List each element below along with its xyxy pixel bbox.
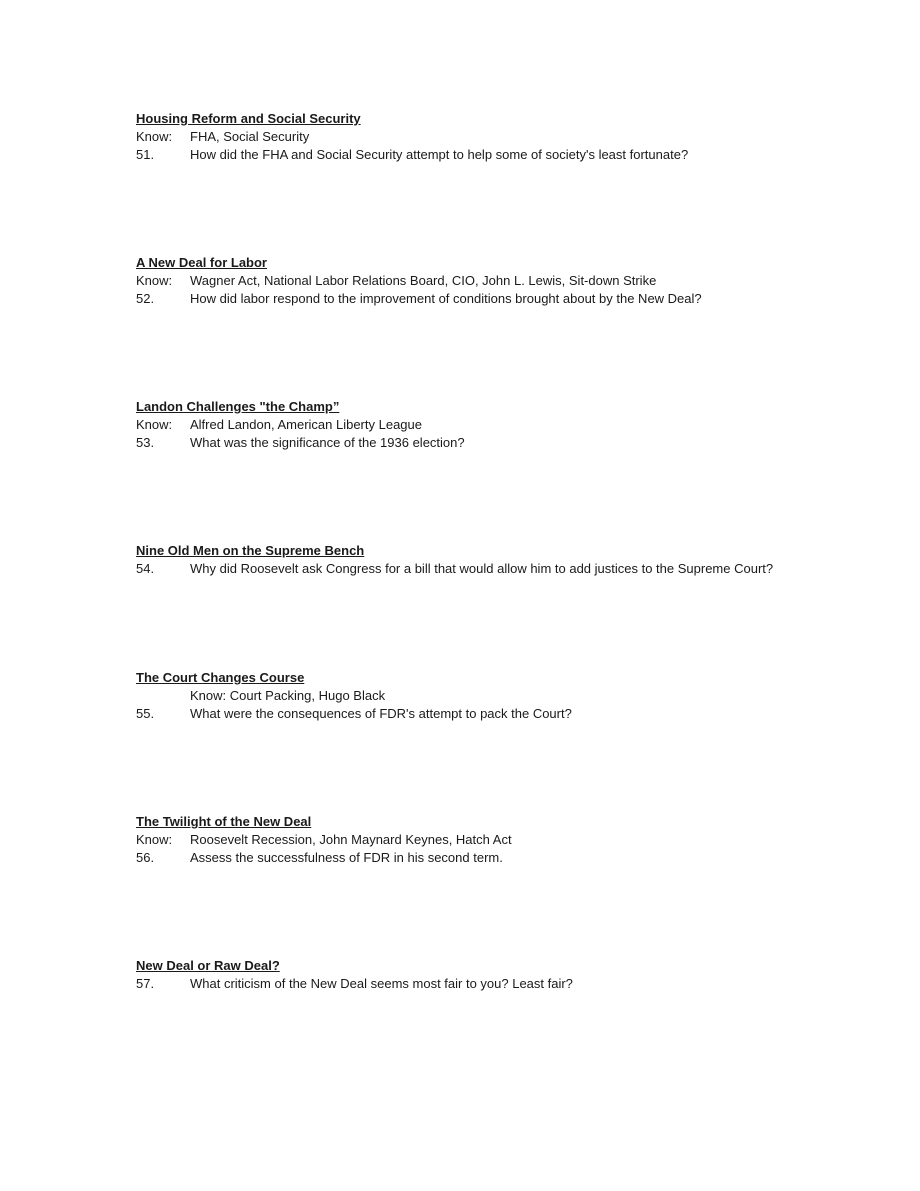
- section-housing-reform: [136, 110, 836, 164]
- know-terms: Roosevelt Recession, John Maynard Keynes, Hatch Act: [190, 832, 512, 847]
- question-line: [136, 560, 836, 578]
- question-number: 56.: [136, 850, 155, 865]
- question-number: 54.: [136, 561, 155, 576]
- know-line: [136, 128, 836, 146]
- question-text: Why did Roosevelt ask Congress for a bill that would allow him to add justices to the Supreme Court?: [190, 561, 774, 576]
- know-line: [136, 416, 836, 434]
- question-text: How did the FHA and Social Security attempt to help some of society's least fortunate?: [190, 147, 689, 162]
- section-nine-old-men: [136, 542, 836, 578]
- question-line: [136, 975, 836, 993]
- know-terms: Alfred Landon, American Liberty League: [190, 417, 422, 432]
- question-text: What criticism of the New Deal seems most fair to you? Least fair?: [190, 976, 573, 991]
- section-new-deal-for-labor: [136, 254, 836, 308]
- know-label: Know:: [136, 129, 173, 144]
- know-label: Know:: [136, 832, 173, 847]
- question-text: Assess the successfulness of FDR in his second term.: [190, 850, 503, 865]
- section-new-deal-or-raw-deal: [136, 957, 836, 993]
- question-number: 55.: [136, 706, 155, 721]
- question-line: [136, 146, 836, 164]
- question-text: What was the significance of the 1936 election?: [190, 435, 465, 450]
- know-line: [136, 831, 836, 849]
- question-number: 57.: [136, 976, 155, 991]
- section-heading: New Deal or Raw Deal?: [136, 958, 280, 973]
- section-heading: Landon Challenges "the Champ”: [136, 399, 340, 414]
- section-landon-challenges: [136, 398, 836, 452]
- question-line: [136, 434, 836, 452]
- question-number: 52.: [136, 291, 155, 306]
- section-court-changes-course: [136, 669, 836, 723]
- question-text: How did labor respond to the improvement of conditions brought about by the New Deal?: [190, 291, 702, 306]
- know-terms: Know: Court Packing, Hugo Black: [190, 688, 386, 703]
- section-twilight-of-new-deal: [136, 813, 836, 867]
- know-terms: Wagner Act, National Labor Relations Board, CIO, John L. Lewis, Sit-down Strike: [190, 273, 657, 288]
- question-line: [136, 849, 836, 867]
- section-heading: Housing Reform and Social Security: [136, 111, 361, 126]
- section-heading: Nine Old Men on the Supreme Bench: [136, 543, 365, 558]
- question-text: What were the consequences of FDR's attempt to pack the Court?: [190, 706, 572, 721]
- question-number: 53.: [136, 435, 155, 450]
- question-number: 51.: [136, 147, 155, 162]
- know-line: [136, 687, 836, 705]
- section-heading: A New Deal for Labor: [136, 255, 267, 270]
- question-line: [136, 290, 836, 308]
- know-terms: FHA, Social Security: [190, 129, 310, 144]
- question-line: [136, 705, 836, 723]
- section-heading: The Court Changes Course: [136, 670, 305, 685]
- section-heading: The Twilight of the New Deal: [136, 814, 312, 829]
- know-label: Know:: [136, 417, 173, 432]
- know-line: [136, 272, 836, 290]
- know-label: Know:: [136, 273, 173, 288]
